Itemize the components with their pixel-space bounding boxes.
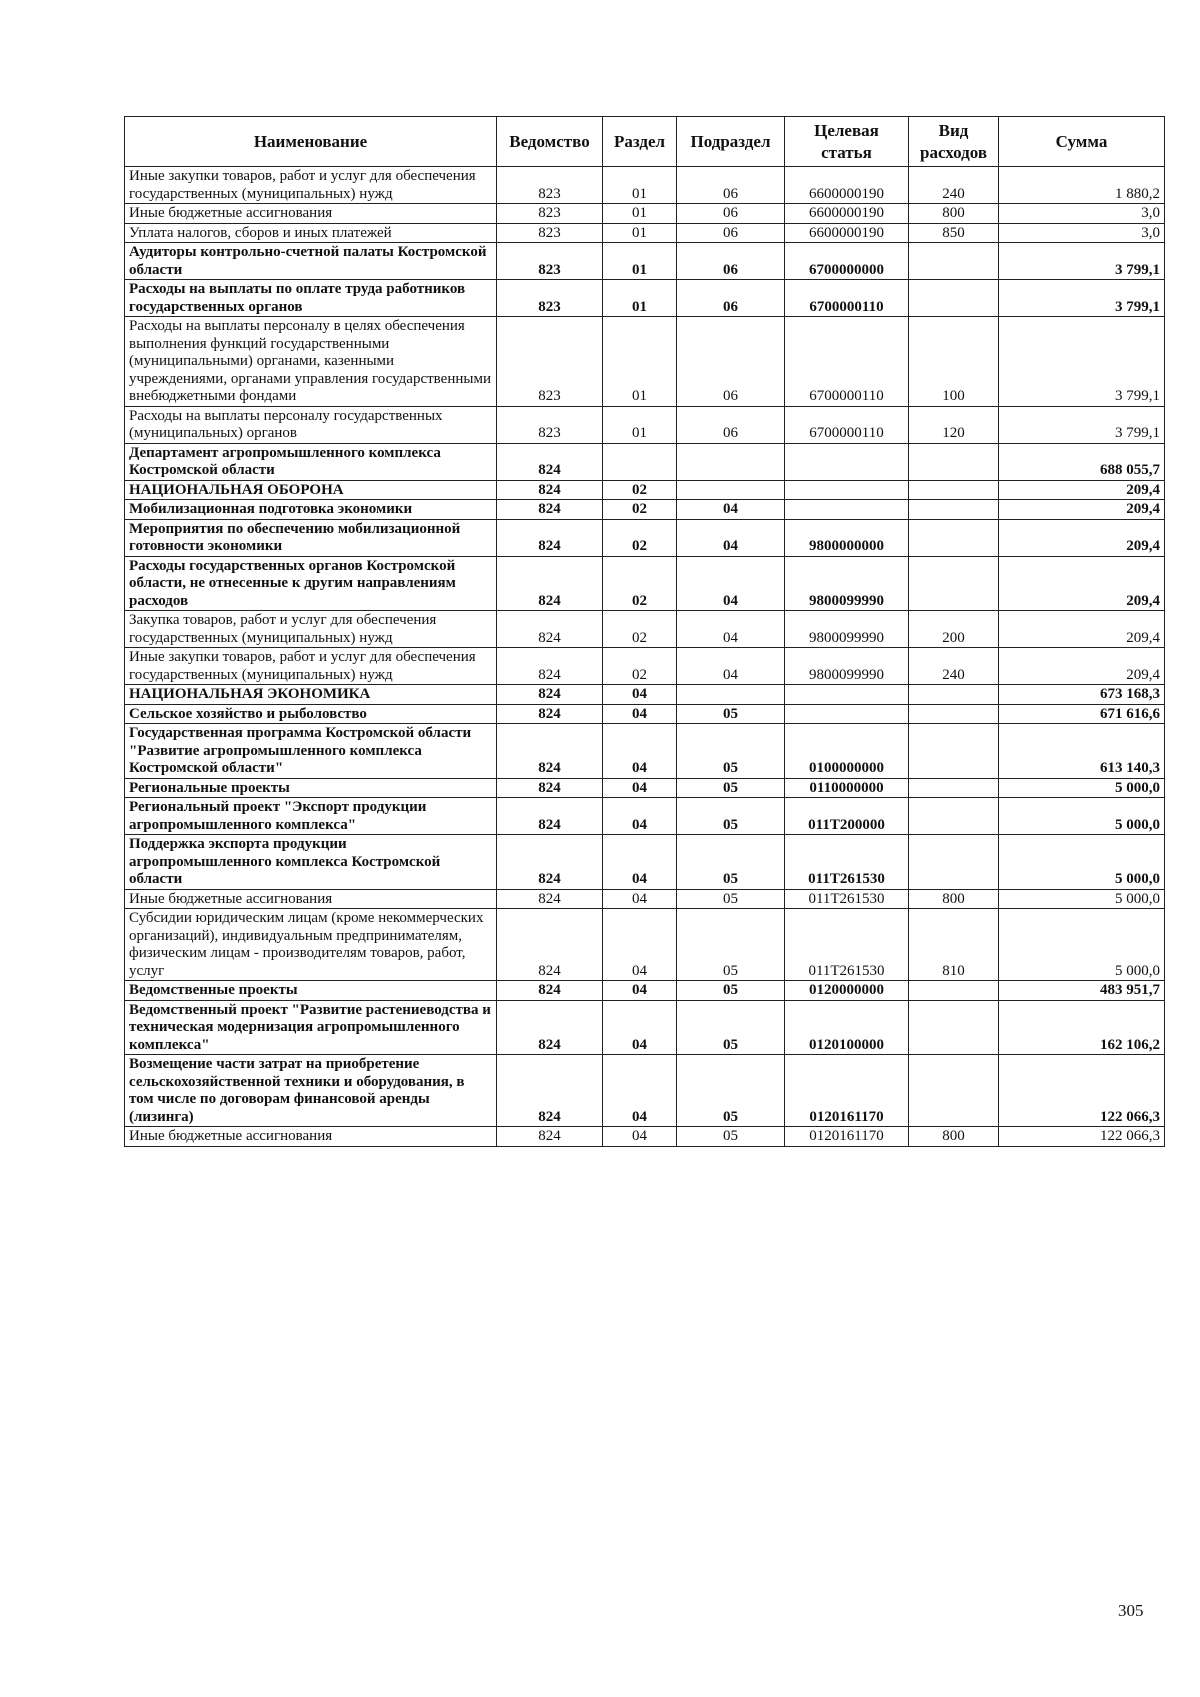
cell-name: Возмещение части затрат на приобретение сельскохозяйственной техники и оборудования, в том числе по договорам финансовой аренды (лизинга): [125, 1055, 497, 1127]
cell-type: 850: [909, 223, 999, 243]
cell-target: 6600000190: [785, 204, 909, 224]
cell-section: 04: [603, 778, 677, 798]
cell-dept: 824: [497, 704, 603, 724]
budget-table: [124, 116, 1165, 1147]
cell-sum: 1 880,2: [999, 167, 1165, 204]
cell-type: 800: [909, 889, 999, 909]
table-header-row: [125, 117, 1165, 167]
header-section: Раздел: [603, 117, 677, 167]
cell-type: [909, 519, 999, 556]
cell-name: Иные бюджетные ассигнования: [125, 1127, 497, 1147]
cell-dept: 824: [497, 611, 603, 648]
cell-dept: 823: [497, 406, 603, 443]
cell-target: 9800099990: [785, 648, 909, 685]
cell-dept: 824: [497, 909, 603, 981]
cell-section: 04: [603, 909, 677, 981]
cell-type: [909, 443, 999, 480]
cell-subsection: 06: [677, 317, 785, 407]
table-row: [125, 1055, 1165, 1127]
cell-name: Региональный проект "Экспорт продукции агропромышленного комплекса": [125, 798, 497, 835]
table-row: [125, 909, 1165, 981]
cell-dept: 824: [497, 556, 603, 611]
cell-dept: 823: [497, 223, 603, 243]
header-type: Вид расходов: [909, 117, 999, 167]
cell-type: [909, 556, 999, 611]
cell-target: 0110000000: [785, 778, 909, 798]
cell-target: 011Т261530: [785, 889, 909, 909]
table-row: [125, 981, 1165, 1001]
cell-section: 02: [603, 611, 677, 648]
header-target: Целевая статья: [785, 117, 909, 167]
cell-sum: 5 000,0: [999, 889, 1165, 909]
cell-dept: 824: [497, 798, 603, 835]
cell-sum: 3 799,1: [999, 406, 1165, 443]
cell-section: 04: [603, 981, 677, 1001]
cell-name: НАЦИОНАЛЬНАЯ ОБОРОНА: [125, 480, 497, 500]
cell-section: 04: [603, 835, 677, 890]
cell-dept: 824: [497, 519, 603, 556]
cell-subsection: 04: [677, 519, 785, 556]
table-row: [125, 167, 1165, 204]
cell-type: [909, 1055, 999, 1127]
cell-dept: 823: [497, 280, 603, 317]
cell-subsection: 06: [677, 243, 785, 280]
cell-sum: 209,4: [999, 611, 1165, 648]
table-row: [125, 519, 1165, 556]
cell-name: Поддержка экспорта продукции агропромышленного комплекса Костромской области: [125, 835, 497, 890]
cell-name: Ведомственный проект "Развитие растениеводства и техническая модернизация агропромышленного комплекса": [125, 1000, 497, 1055]
cell-subsection: 05: [677, 778, 785, 798]
table-row: [125, 406, 1165, 443]
cell-type: [909, 981, 999, 1001]
cell-sum: 673 168,3: [999, 685, 1165, 705]
cell-target: 6700000110: [785, 406, 909, 443]
cell-sum: 5 000,0: [999, 798, 1165, 835]
cell-section: 02: [603, 480, 677, 500]
cell-type: [909, 778, 999, 798]
cell-target: 0120161170: [785, 1127, 909, 1147]
table-row: [125, 648, 1165, 685]
cell-name: Расходы на выплаты персоналу государственных (муниципальных) органов: [125, 406, 497, 443]
page-number: 305: [1118, 1601, 1144, 1620]
cell-subsection: 04: [677, 648, 785, 685]
cell-target: 6600000190: [785, 167, 909, 204]
cell-section: 04: [603, 1000, 677, 1055]
cell-section: 01: [603, 317, 677, 407]
cell-sum: 3,0: [999, 204, 1165, 224]
cell-name: Иные закупки товаров, работ и услуг для обеспечения государственных (муниципальных) нужд: [125, 167, 497, 204]
cell-type: [909, 835, 999, 890]
cell-name: Иные закупки товаров, работ и услуг для обеспечения государственных (муниципальных) нужд: [125, 648, 497, 685]
cell-section: 04: [603, 1055, 677, 1127]
cell-name: Сельское хозяйство и рыболовство: [125, 704, 497, 724]
cell-dept: 824: [497, 443, 603, 480]
cell-type: [909, 480, 999, 500]
cell-dept: 824: [497, 1055, 603, 1127]
cell-sum: 209,4: [999, 519, 1165, 556]
cell-target: 0120100000: [785, 1000, 909, 1055]
table-row: [125, 500, 1165, 520]
cell-name: Мероприятия по обеспечению мобилизационной готовности экономики: [125, 519, 497, 556]
cell-subsection: 05: [677, 889, 785, 909]
cell-subsection: 04: [677, 611, 785, 648]
cell-type: [909, 685, 999, 705]
cell-section: 01: [603, 406, 677, 443]
cell-dept: 824: [497, 778, 603, 798]
cell-subsection: 05: [677, 1000, 785, 1055]
cell-name: Мобилизационная подготовка экономики: [125, 500, 497, 520]
cell-section: 02: [603, 500, 677, 520]
table-row: [125, 280, 1165, 317]
cell-type: 100: [909, 317, 999, 407]
cell-subsection: 04: [677, 556, 785, 611]
cell-sum: 209,4: [999, 556, 1165, 611]
cell-sum: 5 000,0: [999, 909, 1165, 981]
cell-section: 02: [603, 648, 677, 685]
cell-target: [785, 480, 909, 500]
cell-type: 200: [909, 611, 999, 648]
cell-subsection: 05: [677, 981, 785, 1001]
cell-sum: 209,4: [999, 480, 1165, 500]
cell-name: Региональные проекты: [125, 778, 497, 798]
cell-subsection: 06: [677, 167, 785, 204]
cell-target: 011Т261530: [785, 835, 909, 890]
cell-name: Иные бюджетные ассигнования: [125, 889, 497, 909]
cell-sum: 122 066,3: [999, 1127, 1165, 1147]
cell-section: 01: [603, 280, 677, 317]
cell-section: 04: [603, 798, 677, 835]
cell-sum: 688 055,7: [999, 443, 1165, 480]
cell-sum: 3 799,1: [999, 317, 1165, 407]
cell-name: Аудиторы контрольно-счетной палаты Костромской области: [125, 243, 497, 280]
cell-type: [909, 280, 999, 317]
cell-sum: 3 799,1: [999, 280, 1165, 317]
cell-type: 120: [909, 406, 999, 443]
cell-type: [909, 704, 999, 724]
cell-subsection: 05: [677, 1055, 785, 1127]
cell-sum: 162 106,2: [999, 1000, 1165, 1055]
cell-subsection: 06: [677, 280, 785, 317]
cell-dept: 824: [497, 480, 603, 500]
table-row: [125, 798, 1165, 835]
cell-subsection: 05: [677, 1127, 785, 1147]
cell-sum: 5 000,0: [999, 835, 1165, 890]
cell-sum: 122 066,3: [999, 1055, 1165, 1127]
cell-target: 9800000000: [785, 519, 909, 556]
cell-dept: 823: [497, 204, 603, 224]
cell-sum: 613 140,3: [999, 724, 1165, 779]
cell-type: [909, 243, 999, 280]
cell-subsection: 05: [677, 835, 785, 890]
table-row: [125, 724, 1165, 779]
cell-dept: 823: [497, 243, 603, 280]
table-row: [125, 204, 1165, 224]
cell-target: 9800099990: [785, 611, 909, 648]
table-row: [125, 1000, 1165, 1055]
cell-dept: 824: [497, 981, 603, 1001]
cell-subsection: [677, 685, 785, 705]
cell-sum: 3,0: [999, 223, 1165, 243]
cell-subsection: 05: [677, 798, 785, 835]
cell-target: 0120000000: [785, 981, 909, 1001]
cell-target: [785, 704, 909, 724]
table-row: [125, 443, 1165, 480]
cell-section: 01: [603, 223, 677, 243]
cell-name: Закупка товаров, работ и услуг для обеспечения государственных (муниципальных) нужд: [125, 611, 497, 648]
cell-dept: 824: [497, 648, 603, 685]
header-subsection: Подраздел: [677, 117, 785, 167]
table-row: [125, 778, 1165, 798]
cell-section: [603, 443, 677, 480]
cell-name: Расходы на выплаты персоналу в целях обеспечения выполнения функций государственными (муниципальными) органами, казенными учреждениями, органами управления государственными внебюджетными фондами: [125, 317, 497, 407]
cell-type: [909, 798, 999, 835]
cell-target: 0120161170: [785, 1055, 909, 1127]
cell-section: 04: [603, 1127, 677, 1147]
cell-dept: 824: [497, 835, 603, 890]
cell-target: 011Т261530: [785, 909, 909, 981]
cell-name: Расходы на выплаты по оплате труда работников государственных органов: [125, 280, 497, 317]
cell-target: 6700000110: [785, 317, 909, 407]
cell-section: 02: [603, 556, 677, 611]
cell-section: 01: [603, 167, 677, 204]
cell-name: Ведомственные проекты: [125, 981, 497, 1001]
cell-target: 0100000000: [785, 724, 909, 779]
table-row: [125, 1127, 1165, 1147]
header-name: Наименование: [125, 117, 497, 167]
table-row: [125, 889, 1165, 909]
cell-target: 6700000110: [785, 280, 909, 317]
cell-name: НАЦИОНАЛЬНАЯ ЭКОНОМИКА: [125, 685, 497, 705]
cell-section: 02: [603, 519, 677, 556]
cell-subsection: [677, 480, 785, 500]
cell-type: 800: [909, 1127, 999, 1147]
cell-section: 01: [603, 243, 677, 280]
cell-sum: 3 799,1: [999, 243, 1165, 280]
cell-sum: 209,4: [999, 500, 1165, 520]
cell-subsection: 06: [677, 223, 785, 243]
cell-sum: 209,4: [999, 648, 1165, 685]
table-row: [125, 556, 1165, 611]
cell-dept: 823: [497, 317, 603, 407]
cell-subsection: 05: [677, 704, 785, 724]
table-row: [125, 317, 1165, 407]
cell-type: 240: [909, 648, 999, 685]
cell-type: 810: [909, 909, 999, 981]
cell-dept: 824: [497, 889, 603, 909]
cell-subsection: 05: [677, 909, 785, 981]
table-row: [125, 480, 1165, 500]
cell-target: [785, 443, 909, 480]
cell-sum: 5 000,0: [999, 778, 1165, 798]
table-row: [125, 685, 1165, 705]
cell-dept: 824: [497, 685, 603, 705]
cell-name: Департамент агропромышленного комплекса Костромской области: [125, 443, 497, 480]
table-row: [125, 243, 1165, 280]
cell-name: Расходы государственных органов Костромской области, не отнесенные к другим направлениям расходов: [125, 556, 497, 611]
table-row: [125, 223, 1165, 243]
cell-subsection: 06: [677, 204, 785, 224]
cell-target: 6700000000: [785, 243, 909, 280]
cell-section: 04: [603, 889, 677, 909]
cell-sum: 483 951,7: [999, 981, 1165, 1001]
cell-subsection: 05: [677, 724, 785, 779]
cell-target: 011Т200000: [785, 798, 909, 835]
table-row: [125, 611, 1165, 648]
cell-dept: 824: [497, 1127, 603, 1147]
cell-section: 04: [603, 724, 677, 779]
cell-name: Субсидии юридическим лицам (кроме некоммерческих организаций), индивидуальным предпринимателям, физическим лицам - производителям товаров, работ, услуг: [125, 909, 497, 981]
cell-type: 240: [909, 167, 999, 204]
header-dept: Ведомство: [497, 117, 603, 167]
cell-target: [785, 500, 909, 520]
cell-dept: 823: [497, 167, 603, 204]
cell-subsection: 04: [677, 500, 785, 520]
cell-subsection: 06: [677, 406, 785, 443]
table-row: [125, 704, 1165, 724]
cell-dept: 824: [497, 500, 603, 520]
cell-sum: 671 616,6: [999, 704, 1165, 724]
cell-target: 6600000190: [785, 223, 909, 243]
cell-dept: 824: [497, 1000, 603, 1055]
cell-section: 01: [603, 204, 677, 224]
cell-target: [785, 685, 909, 705]
cell-name: Иные бюджетные ассигнования: [125, 204, 497, 224]
cell-type: [909, 500, 999, 520]
cell-type: [909, 724, 999, 779]
table-row: [125, 835, 1165, 890]
cell-dept: 824: [497, 724, 603, 779]
cell-name: Уплата налогов, сборов и иных платежей: [125, 223, 497, 243]
cell-target: 9800099990: [785, 556, 909, 611]
header-sum: Сумма: [999, 117, 1165, 167]
cell-type: [909, 1000, 999, 1055]
cell-name: Государственная программа Костромской области "Развитие агропромышленного комплекса Костромской области": [125, 724, 497, 779]
cell-type: 800: [909, 204, 999, 224]
cell-section: 04: [603, 704, 677, 724]
cell-subsection: [677, 443, 785, 480]
cell-section: 04: [603, 685, 677, 705]
